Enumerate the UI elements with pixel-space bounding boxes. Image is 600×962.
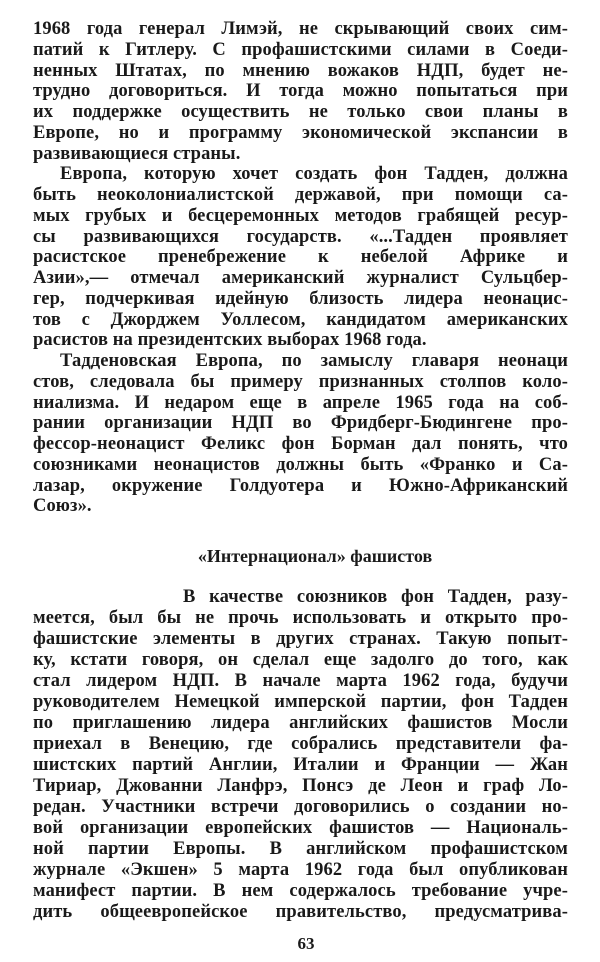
text-line: дить общеевропейское правительство, предусматрива- xyxy=(33,902,568,922)
text-line: манифест партии. В нем содержалось требование учре- xyxy=(33,881,568,901)
text-line: быть неоколониалистской державой, при помощи са- xyxy=(33,185,568,205)
text-line: руководителем Немецкой имперской партии, фон Тадден xyxy=(33,692,568,712)
text-line: гер, подчеркивая идейную близость лидера неонацис- xyxy=(33,288,568,309)
text-line: редан. Участники встречи договорились о создании но- xyxy=(33,797,568,817)
text-line: сы развивающихся государств. «...Тадден проявляет xyxy=(33,226,568,247)
text-line: развивающиеся страны. xyxy=(33,143,241,164)
text-line: журнале «Экшен» 5 марта 1962 года был опубликован xyxy=(33,860,568,880)
text-line: приехал в Венецию, где собрались представители фа- xyxy=(33,734,568,754)
text-line: ниализма. И недаром еще в апреле 1965 года на соб- xyxy=(33,392,568,413)
text-line: Тириар, Джованни Ланфрэ, Понсэ де Леон и граф Ло- xyxy=(33,776,568,796)
text-line: лазар, окружение Голдуотера и Южно-Африканский xyxy=(33,475,568,496)
text-line: фашистские элементы в других странах. Такую попыт- xyxy=(33,629,568,649)
text-line: шистских партий Англии, Италии и Франции — Жан xyxy=(33,755,568,775)
text-section-2 xyxy=(33,587,568,923)
text-line: Союз». xyxy=(33,496,92,517)
text-line: меется, был бы не прочь использовать и открыто про- xyxy=(33,608,568,628)
text-section-1 xyxy=(33,19,568,517)
text-line: рании организации НДП во Фридберг-Бюдингене про- xyxy=(33,413,568,434)
text-line: Европа, которую хочет создать фон Тадден, должна xyxy=(60,164,568,185)
text-line: по приглашению лидера английских фашистов Мосли xyxy=(33,713,568,733)
text-line: трудно договориться. И тогда можно попытаться при xyxy=(33,81,568,102)
page-number: 63 xyxy=(297,934,315,953)
text-line: расистов на президентских выборах 1968 года. xyxy=(33,330,427,351)
text-line: стов, следовала бы примеру признанных столпов коло- xyxy=(33,371,568,392)
text-line: мых грубых и бесцеремонных методов грабящей ресур- xyxy=(33,205,568,226)
text-line: патий к Гитлеру. С профашистскими силами в Соеди- xyxy=(33,39,568,60)
text-line: Европе, но и программу экономической экспансии в xyxy=(33,122,568,143)
text-line: Тадденовская Европа, по замыслу главаря неонаци xyxy=(60,351,568,371)
text-line: расистское пренебрежение к небелой Африке и xyxy=(33,247,568,268)
text-line: В качестве союзников фон Тадден, разу- xyxy=(183,587,568,607)
text-line: их поддержке осуществить не только свои планы в xyxy=(33,102,568,122)
text-line: ку, кстати говоря, он сделал еще задолго до того, как xyxy=(33,650,568,670)
text-line: ной партии Европы. В английском профашистском xyxy=(33,839,568,859)
text-line: Азии»,— отмечал американский журналист Сульцбер- xyxy=(33,268,568,288)
text-line: стал лидером НДП. В начале марта 1962 года, будучи xyxy=(33,671,568,691)
text-line: союзниками неонацистов должны быть «Франко и Са- xyxy=(33,454,568,475)
text-line: 1968 года генерал Лимэй, не скрывающий своих сим- xyxy=(33,19,568,39)
text-line: ненных Штатах, по мнению вожаков НДП, будет не- xyxy=(33,60,568,81)
text-line: фессор-неонацист Феликс фон Борман дал понять, что xyxy=(33,434,568,454)
text-line: вой организации европейских фашистов — Националь- xyxy=(33,818,568,838)
section-heading: «Интернационал» фашистов xyxy=(197,546,433,566)
text-line: тов с Джорджем Уоллесом, кандидатом американских xyxy=(33,309,568,330)
